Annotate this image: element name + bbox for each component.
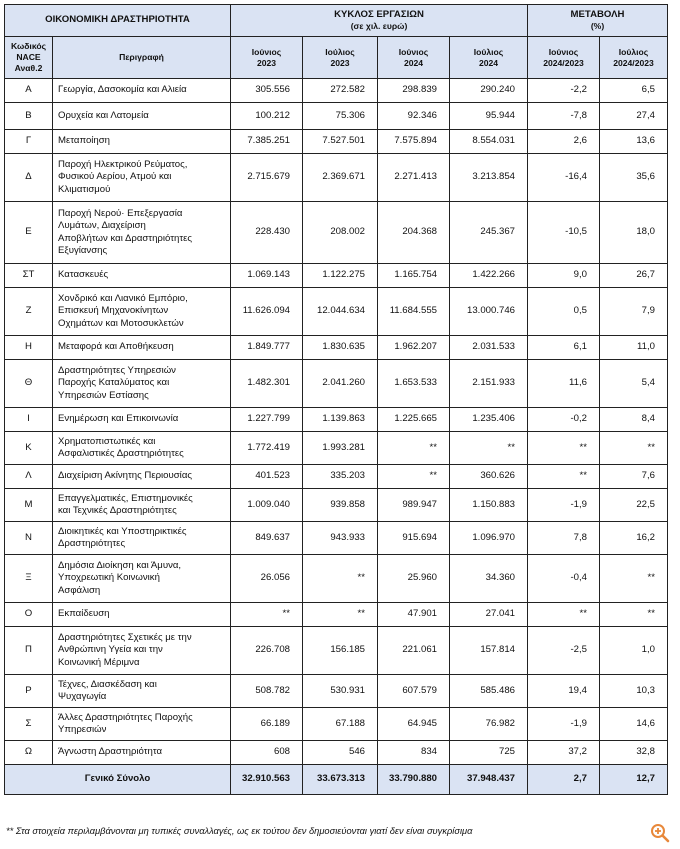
change-value: 5,4 bbox=[600, 360, 668, 408]
description-line: Ασφάλιση bbox=[58, 584, 101, 596]
table-row bbox=[5, 675, 668, 708]
table-row bbox=[5, 432, 668, 465]
change-value: 16,2 bbox=[600, 522, 668, 555]
turnover-header bbox=[231, 5, 528, 37]
turnover-value: 64.945 bbox=[378, 708, 450, 741]
col-header-year: 2024/2023 bbox=[543, 57, 584, 68]
activity-description bbox=[53, 130, 231, 154]
nace-code: Ι bbox=[5, 408, 53, 432]
turnover-value: 2.151.933 bbox=[450, 360, 528, 408]
table-row bbox=[5, 79, 668, 103]
turnover-value: 245.367 bbox=[450, 202, 528, 264]
change-value: 2,6 bbox=[528, 130, 600, 154]
turnover-value: 585.486 bbox=[450, 675, 528, 708]
change-value: 37,2 bbox=[528, 741, 600, 765]
turnover-value: 75.306 bbox=[303, 103, 378, 130]
turnover-value: 66.189 bbox=[231, 708, 303, 741]
turnover-value: 1.772.419 bbox=[231, 432, 303, 465]
turnover-value: ** bbox=[231, 603, 303, 627]
col-header-month: Ιούλιος bbox=[325, 46, 355, 57]
activity-description bbox=[53, 264, 231, 288]
nace-code: Δ bbox=[5, 154, 53, 202]
col-header bbox=[600, 37, 668, 79]
col-header-month: Ιούλιος bbox=[618, 46, 649, 57]
description-line: Παροχής Καταλύματος και bbox=[58, 377, 170, 389]
turnover-value: 939.858 bbox=[303, 489, 378, 522]
table-row bbox=[5, 555, 668, 603]
table-row bbox=[5, 264, 668, 288]
description-line: Δραστηριότητες Υπηρεσιών bbox=[58, 365, 176, 377]
turnover-value: 13.000.746 bbox=[450, 288, 528, 336]
total-change-value: 2,7 bbox=[528, 765, 600, 795]
nace-code: Μ bbox=[5, 489, 53, 522]
table-row bbox=[5, 522, 668, 555]
activity-description bbox=[53, 202, 231, 264]
activity-description bbox=[53, 408, 231, 432]
change-value: ** bbox=[528, 465, 600, 489]
total-turnover-value: 33.790.880 bbox=[378, 765, 450, 795]
description-line: Υποχρεωτική Κοινωνική bbox=[58, 572, 160, 584]
turnover-value: 989.947 bbox=[378, 489, 450, 522]
table-row bbox=[5, 603, 668, 627]
change-value: ** bbox=[528, 603, 600, 627]
table-row bbox=[5, 741, 668, 765]
activity-description bbox=[53, 288, 231, 336]
turnover-value: 530.931 bbox=[303, 675, 378, 708]
col-header bbox=[450, 37, 528, 79]
change-value: 6,5 bbox=[600, 79, 668, 103]
activity-description bbox=[53, 79, 231, 103]
col-header bbox=[528, 37, 600, 79]
activity-description bbox=[53, 675, 231, 708]
change-value: 13,6 bbox=[600, 130, 668, 154]
turnover-value: 7.527.501 bbox=[303, 130, 378, 154]
turnover-value: ** bbox=[450, 432, 528, 465]
turnover-value: 1.482.301 bbox=[231, 360, 303, 408]
turnover-value: 11.626.094 bbox=[231, 288, 303, 336]
activity-description bbox=[53, 741, 231, 765]
turnover-value: 76.982 bbox=[450, 708, 528, 741]
change-header bbox=[528, 5, 668, 37]
turnover-value: 226.708 bbox=[231, 627, 303, 675]
nace-code: Ρ bbox=[5, 675, 53, 708]
table-row bbox=[5, 489, 668, 522]
description-line: Χρηματοπιστωτικές και bbox=[58, 435, 156, 447]
activity-description bbox=[53, 465, 231, 489]
activity-description bbox=[53, 360, 231, 408]
nace-code: Λ bbox=[5, 465, 53, 489]
description-line: Δραστηριότητες bbox=[58, 538, 126, 549]
change-value: -0,4 bbox=[528, 555, 600, 603]
turnover-value: 221.061 bbox=[378, 627, 450, 675]
col-header-year: 2023 bbox=[256, 57, 277, 68]
col-header bbox=[378, 37, 450, 79]
change-value: 8,4 bbox=[600, 408, 668, 432]
table-row bbox=[5, 408, 668, 432]
turnover-value: 157.814 bbox=[450, 627, 528, 675]
nace-code: Α bbox=[5, 79, 53, 103]
change-value: -10,5 bbox=[528, 202, 600, 264]
change-value: ** bbox=[600, 603, 668, 627]
table-row bbox=[5, 627, 668, 675]
total-change-value: 12,7 bbox=[600, 765, 668, 795]
code-header-line: Κωδικός bbox=[10, 41, 47, 51]
nace-code: Θ bbox=[5, 360, 53, 408]
col-header bbox=[303, 37, 378, 79]
col-header-year: 2024 bbox=[403, 57, 424, 68]
turnover-value: 3.213.854 bbox=[450, 154, 528, 202]
turnover-value: 204.368 bbox=[378, 202, 450, 264]
turnover-value: 2.031.533 bbox=[450, 336, 528, 360]
description-line: Τέχνες, Διασκέδαση και bbox=[58, 678, 157, 690]
table-row bbox=[5, 465, 668, 489]
description-line: Επαγγελματικές, Επιστημονικές bbox=[58, 492, 193, 504]
activity-description bbox=[53, 154, 231, 202]
turnover-value: 401.523 bbox=[231, 465, 303, 489]
nace-code: Ε bbox=[5, 202, 53, 264]
description-line: Εκπαίδευση bbox=[58, 608, 110, 620]
table-row bbox=[5, 360, 668, 408]
description-line: Δραστηριότητες Σχετικές με την bbox=[58, 632, 192, 644]
description-line: Φυσικού Αερίου, Ατμού και bbox=[58, 171, 172, 183]
turnover-unit: (σε χιλ. ευρώ) bbox=[350, 21, 408, 32]
turnover-value: 1.150.883 bbox=[450, 489, 528, 522]
turnover-value: 1.849.777 bbox=[231, 336, 303, 360]
description-line: Επισκευή Μηχανοκίνητων bbox=[58, 305, 169, 317]
change-value: 14,6 bbox=[600, 708, 668, 741]
turnover-value: 298.839 bbox=[378, 79, 450, 103]
turnover-value: 1.227.799 bbox=[231, 408, 303, 432]
turnover-value: 208.002 bbox=[303, 202, 378, 264]
total-turnover-value: 37.948.437 bbox=[450, 765, 528, 795]
turnover-value: 1.830.635 bbox=[303, 336, 378, 360]
change-value: ** bbox=[528, 432, 600, 465]
col-header-month: Ιούλιος bbox=[473, 46, 504, 57]
turnover-value: 2.715.679 bbox=[231, 154, 303, 202]
activity-header: ΟΙΚΟΝΟΜΙΚΗ ΔΡΑΣΤΗΡΙΟΤΗΤΑ bbox=[5, 5, 231, 37]
activity-description bbox=[53, 336, 231, 360]
nace-code: Ω bbox=[5, 741, 53, 765]
description-line: Άγνωστη Δραστηριότητα bbox=[58, 746, 163, 758]
description-line: Ψυχαγωγία bbox=[58, 691, 107, 702]
turnover-value: 849.637 bbox=[231, 522, 303, 555]
change-value: 7,6 bbox=[600, 465, 668, 489]
turnover-value: 156.185 bbox=[303, 627, 378, 675]
turnover-value: 1.225.665 bbox=[378, 408, 450, 432]
col-header bbox=[231, 37, 303, 79]
turnover-value: 1.139.863 bbox=[303, 408, 378, 432]
nace-code: Κ bbox=[5, 432, 53, 465]
change-value: 27,4 bbox=[600, 103, 668, 130]
change-value: -16,4 bbox=[528, 154, 600, 202]
turnover-value: 508.782 bbox=[231, 675, 303, 708]
description-line: Εξυγίανσης bbox=[58, 244, 108, 256]
change-value: -1,9 bbox=[528, 489, 600, 522]
turnover-value: 2.271.413 bbox=[378, 154, 450, 202]
description-line: Παροχή Νερού· Επεξεργασία bbox=[58, 207, 183, 219]
activity-description bbox=[53, 522, 231, 555]
table-row bbox=[5, 202, 668, 264]
change-value: 9,0 bbox=[528, 264, 600, 288]
change-value: 11,6 bbox=[528, 360, 600, 408]
nace-code: Ζ bbox=[5, 288, 53, 336]
description-header: Περιγραφή bbox=[53, 37, 231, 79]
turnover-value: 8.554.031 bbox=[450, 130, 528, 154]
table-row bbox=[5, 336, 668, 360]
activity-description bbox=[53, 103, 231, 130]
change-value: 26,7 bbox=[600, 264, 668, 288]
description-line: Χονδρικό και Λιανικό Εμπόριο, bbox=[58, 293, 188, 305]
turnover-value: 360.626 bbox=[450, 465, 528, 489]
description-line: Διαχείριση Ακίνητης Περιουσίας bbox=[58, 470, 192, 482]
total-turnover-value: 32.910.563 bbox=[231, 765, 303, 795]
table-row bbox=[5, 103, 668, 130]
turnover-value: 1.422.266 bbox=[450, 264, 528, 288]
turnover-value: 92.346 bbox=[378, 103, 450, 130]
total-label: Γενικό Σύνολο bbox=[5, 765, 231, 795]
description-line: Αποβλήτων και Δραστηριότητες bbox=[58, 232, 193, 244]
turnover-value: 915.694 bbox=[378, 522, 450, 555]
turnover-value: ** bbox=[303, 555, 378, 603]
turnover-value: 2.369.671 bbox=[303, 154, 378, 202]
turnover-table bbox=[4, 4, 668, 795]
description-line: Ασφαλιστικές Δραστηριότητες bbox=[58, 448, 184, 459]
nace-code: ΣΤ bbox=[5, 264, 53, 288]
turnover-value: 100.212 bbox=[231, 103, 303, 130]
description-line: Λυμάτων, Διαχείριση bbox=[58, 220, 146, 232]
turnover-value: 834 bbox=[378, 741, 450, 765]
change-title: ΜΕΤΑΒΟΛΗ bbox=[570, 8, 625, 20]
description-line: Υπηρεσιών Εστίασης bbox=[58, 389, 149, 401]
description-line: Μεταφορά και Αποθήκευση bbox=[58, 341, 174, 353]
turnover-value: 1.069.143 bbox=[231, 264, 303, 288]
change-value: 19,4 bbox=[528, 675, 600, 708]
turnover-value: 1.653.533 bbox=[378, 360, 450, 408]
activity-description bbox=[53, 489, 231, 522]
footnote: ** Στα στοιχεία περιλαμβάνονται μη τυπικές συναλλαγές, ως εκ τούτου δεν δημοσιεύονται γιατί δεν είναι συγκρίσιμα bbox=[6, 826, 473, 836]
change-value: 6,1 bbox=[528, 336, 600, 360]
turnover-value: 1.235.406 bbox=[450, 408, 528, 432]
turnover-value: 228.430 bbox=[231, 202, 303, 264]
turnover-value: 943.933 bbox=[303, 522, 378, 555]
description-line: Κατασκευές bbox=[58, 269, 109, 281]
change-value: -7,8 bbox=[528, 103, 600, 130]
description-line: Ενημέρωση και Επικοινωνία bbox=[58, 413, 179, 425]
description-line: Υπηρεσιών bbox=[58, 724, 107, 735]
col-header-month: Ιούνιος bbox=[398, 46, 429, 57]
description-line: Κοινωνική Μέριμνα bbox=[58, 656, 140, 668]
change-value: -0,2 bbox=[528, 408, 600, 432]
turnover-value: ** bbox=[378, 465, 450, 489]
description-line: Άλλες Δραστηριότητες Παροχής bbox=[58, 711, 193, 723]
change-value: ** bbox=[600, 432, 668, 465]
code-header-line: NACE bbox=[16, 52, 41, 62]
zoom-in-icon[interactable] bbox=[650, 823, 670, 843]
turnover-value: 7.385.251 bbox=[231, 130, 303, 154]
col-header-year: 2024 bbox=[478, 57, 499, 68]
turnover-value: 47.901 bbox=[378, 603, 450, 627]
total-turnover-value: 33.673.313 bbox=[303, 765, 378, 795]
nace-code: Σ bbox=[5, 708, 53, 741]
change-value: 7,8 bbox=[528, 522, 600, 555]
table-row bbox=[5, 288, 668, 336]
nace-code: Β bbox=[5, 103, 53, 130]
col-header-year: 2023 bbox=[330, 57, 350, 68]
description-line: Οχημάτων και Μοτοσυκλετών bbox=[58, 317, 184, 329]
change-value: 11,0 bbox=[600, 336, 668, 360]
nace-code: Ν bbox=[5, 522, 53, 555]
turnover-value: 67.188 bbox=[303, 708, 378, 741]
turnover-value: 27.041 bbox=[450, 603, 528, 627]
turnover-value: 7.575.894 bbox=[378, 130, 450, 154]
activity-description bbox=[53, 708, 231, 741]
nace-code: Γ bbox=[5, 130, 53, 154]
nace-code: Π bbox=[5, 627, 53, 675]
turnover-value: 1.993.281 bbox=[303, 432, 378, 465]
turnover-value: 1.165.754 bbox=[378, 264, 450, 288]
change-value: 35,6 bbox=[600, 154, 668, 202]
table-row bbox=[5, 708, 668, 741]
description-line: Δημόσια Διοίκηση και Άμυνα, bbox=[58, 560, 182, 572]
turnover-value: 34.360 bbox=[450, 555, 528, 603]
code-header bbox=[5, 37, 53, 79]
change-value: 7,9 bbox=[600, 288, 668, 336]
change-value: 18,0 bbox=[600, 202, 668, 264]
turnover-value: 272.582 bbox=[303, 79, 378, 103]
change-value: 1,0 bbox=[600, 627, 668, 675]
description-line: Ανθρώπινη Υγεία και την bbox=[58, 644, 163, 656]
description-line: Ορυχεία και Λατομεία bbox=[58, 109, 149, 121]
turnover-value: 25.960 bbox=[378, 555, 450, 603]
change-unit: (%) bbox=[590, 21, 605, 32]
turnover-value: 608 bbox=[231, 741, 303, 765]
description-line: Διοικητικές και Υποστηρικτικές bbox=[58, 525, 187, 537]
turnover-value: 546 bbox=[303, 741, 378, 765]
turnover-value: ** bbox=[303, 603, 378, 627]
turnover-title: ΚΥΚΛΟΣ ΕΡΓΑΣΙΩΝ bbox=[334, 8, 424, 20]
turnover-value: 305.556 bbox=[231, 79, 303, 103]
turnover-value: 1.122.275 bbox=[303, 264, 378, 288]
nace-code: Η bbox=[5, 336, 53, 360]
table-row bbox=[5, 154, 668, 202]
description-line: και Τεχνικές Δραστηριότητες bbox=[58, 505, 177, 516]
change-value: 0,5 bbox=[528, 288, 600, 336]
turnover-value: 335.203 bbox=[303, 465, 378, 489]
description-line: Κλιματισμού bbox=[58, 183, 111, 195]
change-value: 32,8 bbox=[600, 741, 668, 765]
change-value: 10,3 bbox=[600, 675, 668, 708]
activity-description bbox=[53, 627, 231, 675]
table-row bbox=[5, 130, 668, 154]
description-line: Μεταποίηση bbox=[58, 135, 111, 147]
turnover-value: 725 bbox=[450, 741, 528, 765]
nace-code: Ξ bbox=[5, 555, 53, 603]
turnover-value: 26.056 bbox=[231, 555, 303, 603]
turnover-value: 12.044.634 bbox=[303, 288, 378, 336]
turnover-value: ** bbox=[378, 432, 450, 465]
change-value: -1,9 bbox=[528, 708, 600, 741]
turnover-value: 1.962.207 bbox=[378, 336, 450, 360]
activity-description bbox=[53, 555, 231, 603]
change-value: ** bbox=[600, 555, 668, 603]
turnover-value: 290.240 bbox=[450, 79, 528, 103]
change-value: -2,5 bbox=[528, 627, 600, 675]
change-value: 22,5 bbox=[600, 489, 668, 522]
turnover-value: 1.009.040 bbox=[231, 489, 303, 522]
col-header-month: Ιούνιος bbox=[548, 46, 579, 57]
turnover-value: 2.041.260 bbox=[303, 360, 378, 408]
code-header-line: Αναθ.2 bbox=[14, 63, 43, 73]
activity-description bbox=[53, 432, 231, 465]
description-line: Παροχή Ηλεκτρικού Ρεύματος, bbox=[58, 159, 188, 171]
nace-code: Ο bbox=[5, 603, 53, 627]
turnover-value: 11.684.555 bbox=[378, 288, 450, 336]
col-header-month: Ιούνιος bbox=[251, 46, 282, 57]
change-value: -2,2 bbox=[528, 79, 600, 103]
turnover-value: 95.944 bbox=[450, 103, 528, 130]
total-row bbox=[5, 765, 668, 795]
col-header-year: 2024/2023 bbox=[613, 57, 654, 68]
turnover-value: 1.096.970 bbox=[450, 522, 528, 555]
activity-description bbox=[53, 603, 231, 627]
description-line: Γεωργία, Δασοκομία και Αλιεία bbox=[58, 84, 187, 96]
turnover-value: 607.579 bbox=[378, 675, 450, 708]
